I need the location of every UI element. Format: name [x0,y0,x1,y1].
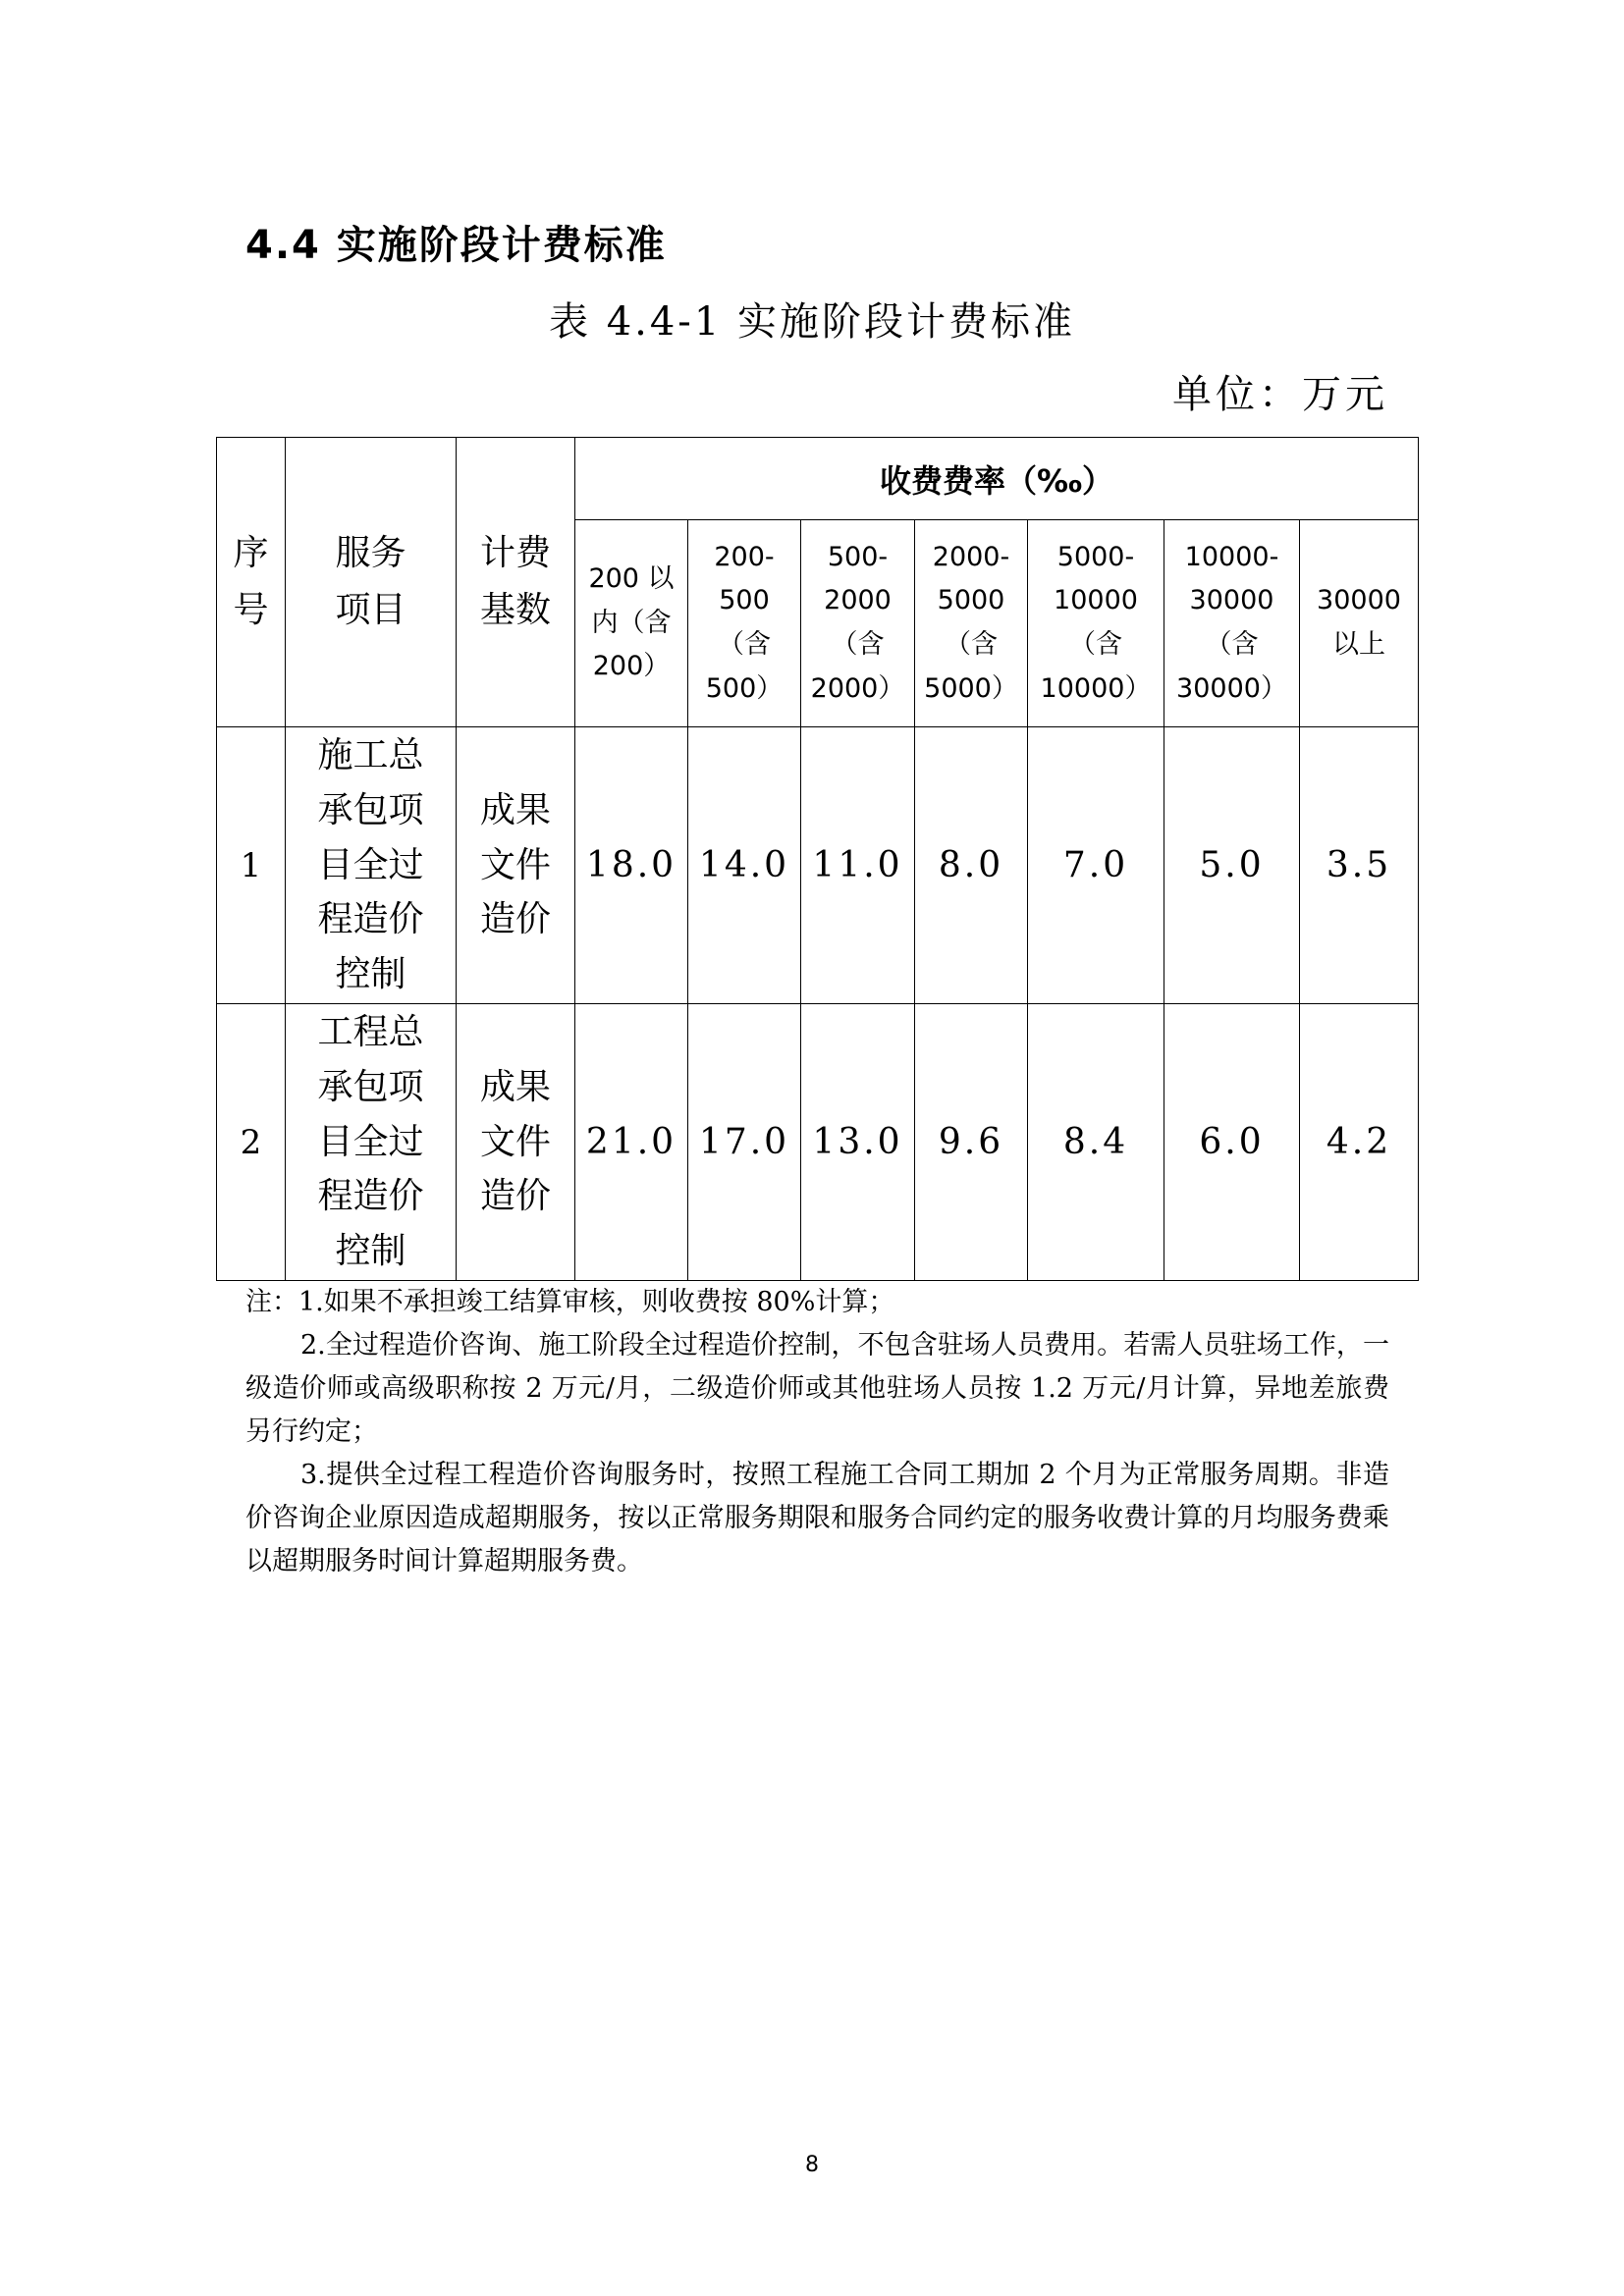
rate-cell: 17.0 [688,1004,801,1281]
row-item [286,727,457,1004]
base-line: 成果 [479,1066,551,1107]
notes [245,1281,1389,1583]
range-line: 30000 [1317,585,1401,616]
header-base [457,438,575,727]
note-item: 3.提供全过程工程造价咨询服务时，按照工程施工合同工期加 2 个月为正常服务周期。非造价咨询企业原因造成超期服务，按以正常服务期限和服务合同约定的服务收费计算的月均服务费乘以超期服务时间计算超期服务费。 [245,1460,1389,1576]
fee-table [216,437,1419,1281]
base-line: 文件 [479,1121,551,1162]
base-line: 成果 [479,789,551,830]
item-line: 工程总 [317,1012,424,1052]
table-row [217,727,1419,1004]
header-base-line: 计费 [479,533,551,574]
rate-cell: 6.0 [1164,1004,1300,1281]
rate-cell: 8.4 [1028,1004,1164,1281]
item-line: 程造价 [317,1176,424,1217]
note-item: 2.全过程造价咨询、施工阶段全过程造价控制，不包含驻场人员费用。若需人员驻场工作，一级造价师或高级职称按 2 万元/月，二级造价师或其他驻场人员按 1.2 万元/月计算，异地差旅费另行约定； [245,1330,1389,1447]
rate-cell: 4.2 [1300,1004,1419,1281]
range-line: 200） [592,651,671,682]
header-range [801,520,915,727]
header-range [915,520,1028,727]
header-range [575,520,688,727]
range-line: 200- [714,541,775,572]
rate-cell: 9.6 [915,1004,1028,1281]
rate-cell: 14.0 [688,727,801,1004]
range-line: 200 以 [588,563,675,595]
row-base [457,1004,575,1281]
rate-cell: 21.0 [575,1004,688,1281]
page-number: 8 [805,2153,819,2177]
row-item [286,1004,457,1281]
item-line: 控制 [335,954,406,995]
range-line: （含 [831,629,885,660]
range-line: 500 [719,585,770,616]
range-line: 5000- [1056,541,1135,572]
header-rate-title: 收费费率（‰） [575,438,1419,520]
item-line: 目全过 [317,1121,424,1162]
table-row [217,1004,1419,1281]
range-line: 10000- [1184,541,1279,572]
range-line: 30000 [1189,585,1274,616]
rate-cell: 11.0 [801,727,915,1004]
range-line: （含 [1205,629,1259,660]
range-line: 5000） [924,672,1018,704]
range-line: 以上 [1332,629,1385,660]
base-line: 文件 [479,844,551,885]
rate-cell: 8.0 [915,727,1028,1004]
unit-label: 单位：万元 [1172,372,1388,417]
header-item-line: 项目 [335,590,406,630]
section-title: 4.4 实施阶段计费标准 [245,223,667,268]
item-line: 承包项 [317,789,424,830]
base-line: 造价 [479,899,551,940]
header-base-line: 基数 [479,590,551,630]
item-line: 程造价 [317,899,424,940]
range-line: 500） [705,672,784,704]
item-line: 承包项 [317,1066,424,1107]
row-base [457,727,575,1004]
item-line: 目全过 [317,844,424,885]
rate-cell: 7.0 [1028,727,1164,1004]
header-range [1164,520,1300,727]
header-range [1300,520,1419,727]
rate-cell: 3.5 [1300,727,1419,1004]
rate-cell: 5.0 [1164,727,1300,1004]
base-line: 造价 [479,1176,551,1217]
header-seq-line: 序 [233,533,269,574]
range-line: 2000 [824,585,892,616]
header-range [1028,520,1164,727]
range-line: 10000 [1054,585,1138,616]
range-line: 500- [827,541,889,572]
table-title: 表 4.4-1 实施阶段计费标准 [548,299,1075,345]
range-line: （含 [945,629,998,660]
range-line: （含 [718,629,771,660]
note-item: 注：1.如果不承担竣工结算审核，则收费按 80%计算； [245,1287,895,1317]
range-line: 内（含 [591,607,672,638]
item-line: 控制 [335,1231,406,1272]
item-line: 施工总 [317,735,424,775]
range-line: 5000 [937,585,1005,616]
header-range [688,520,801,727]
range-line: 10000） [1040,672,1152,704]
header-item-line: 服务 [335,533,406,574]
range-line: 30000） [1176,672,1287,704]
header-seq [217,438,286,727]
header-item [286,438,457,727]
range-line: 2000- [932,541,1010,572]
row-seq: 1 [217,727,286,1004]
range-line: （含 [1069,629,1122,660]
range-line: 2000） [810,672,905,704]
row-seq: 2 [217,1004,286,1281]
rate-cell: 18.0 [575,727,688,1004]
header-seq-line: 号 [233,590,269,630]
rate-cell: 13.0 [801,1004,915,1281]
